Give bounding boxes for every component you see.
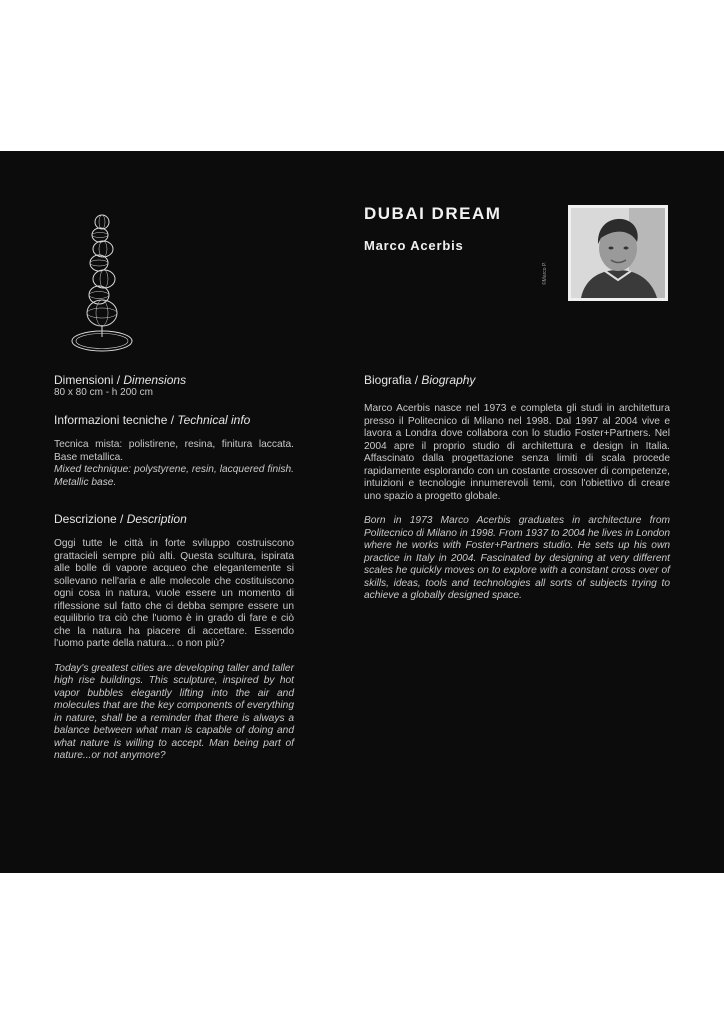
artist-name: Marco Acerbis [364,238,464,253]
biography-heading: Biografia / Biography [364,373,476,387]
description-heading: Descrizione / Description [54,512,187,526]
dimensions-heading: Dimensioni / Dimensions [54,373,187,387]
technical-heading: Informazioni tecniche / Technical info [54,413,251,427]
technical-section [54,413,294,489]
description-section [54,512,294,763]
artwork-title: DUBAI DREAM [364,204,502,223]
dimensions-section [54,373,294,398]
sculpture-image [66,213,138,355]
description-text-it: Oggi tutte le città in forte sviluppo costruiscono grattacieli sempre più alti. Questa scultura, ispirata alle bolle di vapore acqueo che elegantemente si sollevano nell'aria e alle molecole che costituiscono ogni cosa in natura, vuole essere un momento di riflessione sul fatto che ci debba sempre essere un equilibrio tra ciò che l'uomo è in grado di fare e ciò che la natura ha piacere di accettare. Essendo l'uomo parte della natura... o non più? [54,538,294,649]
description-text-en: Today's greatest cities are developing taller and taller high rise buildings. This sculpture, inspired by hot vapor bubbles elegantly lifting into the air and molecules that are the key components of everything in nature, shall be a reminder that there is always a balance between what man is capable of doing and what nature is willing to accept. Man being part of nature...or not anymore? [54,662,294,761]
photo-credit: ©Marco P. [542,261,548,285]
artist-photo [568,205,668,301]
technical-text-en: Mixed technique: polystyrene, resin, lacquered finish. Metallic base. [54,464,294,488]
biography-section [364,373,670,603]
biography-text-it: Marco Acerbis nasce nel 1973 e completa gli studi in architettura presso il Politecnico di Milano nel 1998. Dal 1997 al 2004 vive e lavora a Londra dove collabora con lo studio Foster+Partners. Nel 2004 apre il proprio studio di architettura e design in Italia. Affascinato dalla progettazione senza limiti di scala procede rapidamente esplorando con un costante crossover di competenze, intuizioni e tecnologie innumerevoli temi, con l'obiettivo di creare uno spazio a progetto globale. [364,403,670,502]
catalog-page [0,151,724,873]
technical-text-it: Tecnica mista: polistirene, resina, finitura laccata. Base metallica. [54,439,294,463]
dimensions-value: 80 x 80 cm - h 200 cm [54,387,153,398]
biography-text-en: Born in 1973 Marco Acerbis graduates in architecture from Politecnico di Milano in 1998. From 1937 to 2004 he lives in London where he works with Foster+Partners studio. He sets up his own practice in Italy in 2004. Fascinated by designing at very different scales he quickly moves on to explore with a constant cross over of skills, ideas, tools and technologies all sorts of subjects trying to achieve a globally designed space. [364,515,670,601]
